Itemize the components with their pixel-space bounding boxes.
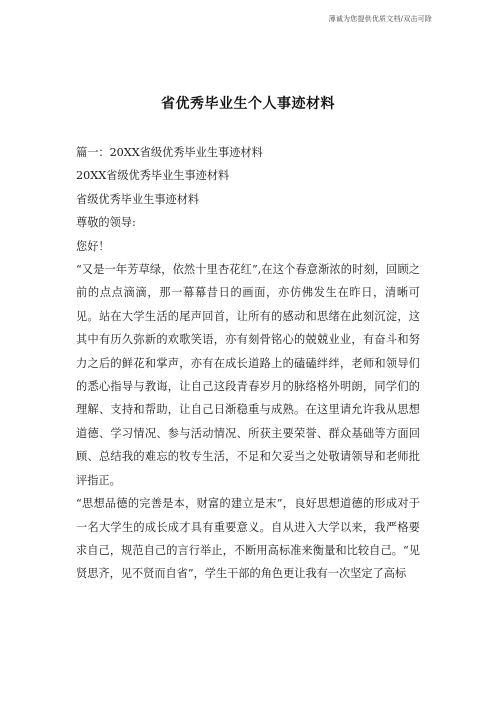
salutation: 尊敬的领导: xyxy=(76,216,136,230)
document-title: 省优秀毕业生个人事迹材料 xyxy=(161,96,335,112)
body-paragraph: “又是一年芳草绿，依然十里杏花红”,在这个春意渐浓的时刻，回顾之前的点点滴滴，那一幕幕昔日的画面，亦仿佛发生在昨日，清晰可见。站在大学生活的尾声回首，让所有的感动和思绪在此刻沉淀，这其中有历久弥新的欢歌笑语，亦有刻骨铭心的兢兢业业，有奋斗和努力之后的鲜花和掌声，亦有在成长道路上的磕磕绊绊，老师和领导们的悉心指导与教诲，让自己这段青春岁月的脉络格外明朗，同学们的理解、支持和帮助，让自己日渐稳重与成熟。在这里请允许我从思想道德、学习情况、参与活动情况、所获主要荣誉、群众基础等方面回顾、总结我的难忘的牧专生活，不足和欠妥当之处敬请领导和老师批评指正。 xyxy=(76,263,420,487)
document-body xyxy=(76,141,420,586)
body-paragraph: “思想品德的完善是本，财富的建立是末”，良好思想道德的形成对于一名大学生的成长成才具有重要意义。自从进入大学以来，我严格要求自己，规范自己的言行举止，不断用高标准来衡量和比较自己。“见贤思齐，见不贤而自省”，学生干部的角色更让我有一次坚定了高标 xyxy=(76,497,420,581)
subtitle-line: 省级优秀毕业生事迹材料 xyxy=(76,192,200,206)
greeting: 您好！ xyxy=(76,239,110,253)
header-note: 薄诚为您提供优质文档/双击可除 xyxy=(328,15,432,23)
subtitle-line: 20XX省级优秀毕业生事迹材料 xyxy=(76,169,230,183)
section-heading: 篇一：20XX省级优秀毕业生事迹材料 xyxy=(76,146,263,159)
